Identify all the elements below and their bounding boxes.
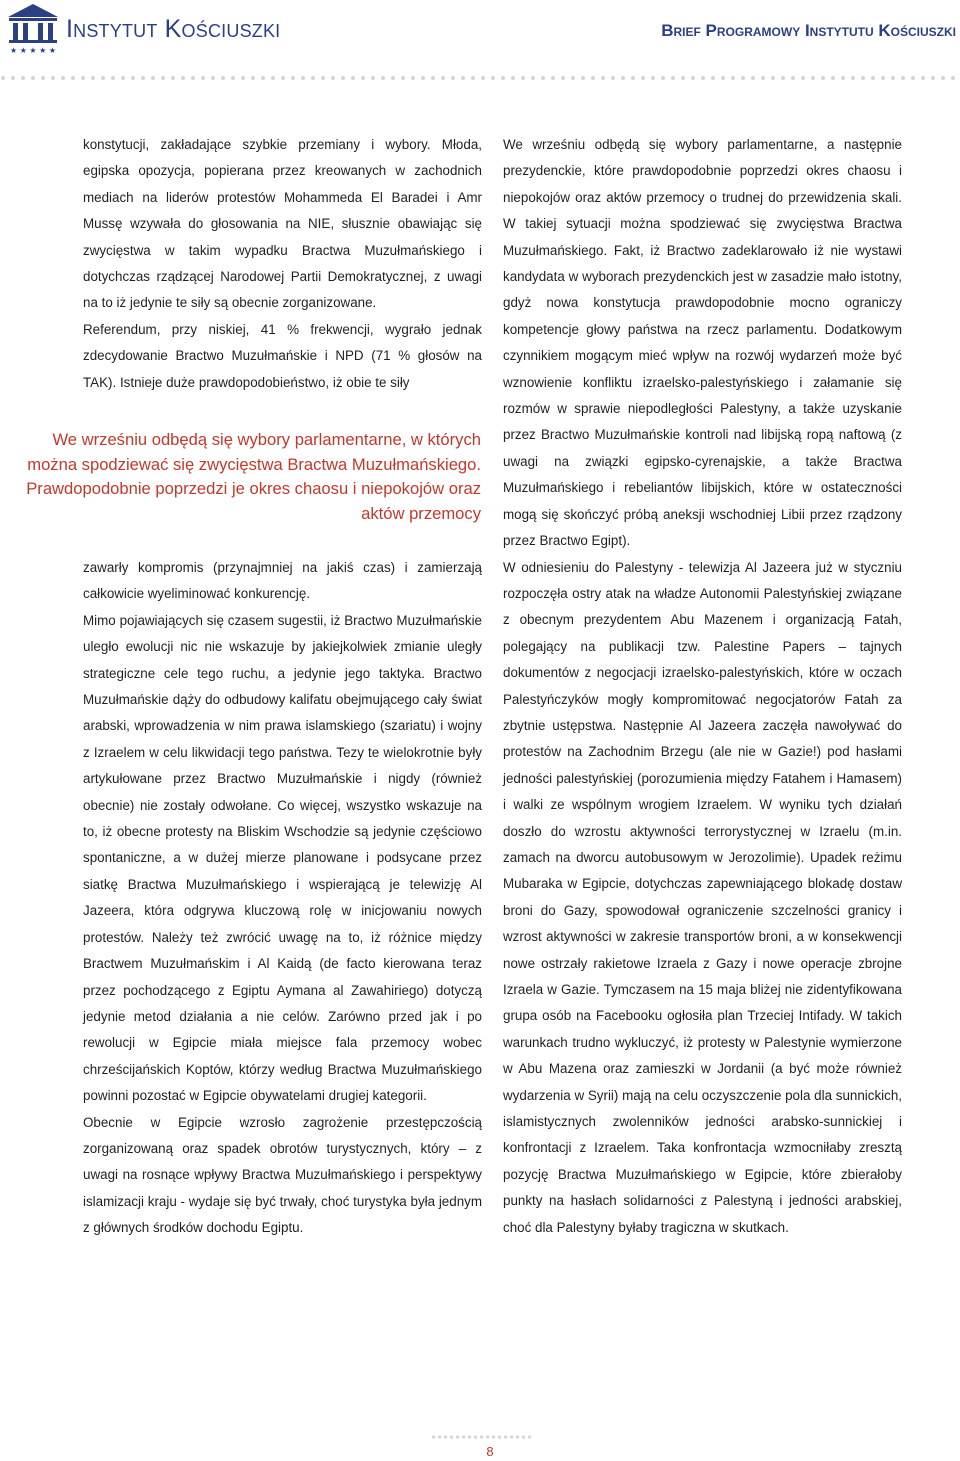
divider-dot — [61, 76, 65, 80]
divider-dot — [711, 76, 715, 80]
divider-dot — [771, 76, 775, 80]
divider-dot — [261, 76, 265, 80]
footer-dotted-divider — [431, 1434, 531, 1440]
divider-dot — [631, 76, 635, 80]
divider-dot — [161, 76, 165, 80]
divider-dot — [498, 1435, 501, 1438]
paragraph: W odniesieniu do Palestyny - telewizja Al Jazeera już w styczniu rozpoczęła ostry atak na władze Autonomii Palestyńskiej związane z obecnym prezydentem Abu Mazenem i organizacją Fatah, polegający na publikacji tzw. Palestine Papers – tajnych dokumentów z negocjacji izraelsko-palestyńskich, które w oczach Palestyńczyków mogły kompromitować negocjatorów Fatah za zbytnie ustępstwa. Następnie Al Jazeera zaczęła nawoływać do protestów na Zachodnim Brzegu (ale nie w Gazie!) pod hasłami jedności palestyńskiej (porozumienia między Fatahem i Hamasem) i walki ze wspólnym wrogiem Izraelem. W wyniku tych działań doszło do wzrostu aktywności terrorystycznej w Izraelu (m.in. zamach na dworcu autobusowym w Jerozolimie). Upadek reżimu Mubaraka w Egipcie, dotychczas zapewniającego blokadę dostaw broni do Gazy, spowodował ograniczenie szczelności granicy i wzrost aktywności w zakresie transportów broni, a w konsekwencji nowe ostrzały rakietowe Izraela z Gazy i nowe operacje zbrojne Izraela w Gazie. Tymczasem na 15 maja bliżej nie zidentyfikowana grupa osób na Facebooku ogłosiła plan Trzeciej Intifady. W takich warunkach trudno wykluczyć, iż protesty w Palestynie wymierzone w Abu Mazena oraz zamieszki w Jordanii (a być może również wydarzenia w Syrii) mają na celu oczyszczenie pola dla sunnickich, islamistycznych zwolenników jedności arabsko-sunnickiej i konfrontacji z Izraelem. Taka konfrontacja wzmocniłaby zresztą pozycję Bractwa Muzułmańskiego w Egipcie, które zbierałoby punkty na hasłach solidarności z Palestyną i jedności arabskiej, choć dla Palestyny byłaby tragiczna w skutkach. — [503, 559, 902, 1235]
divider-dot — [444, 1435, 447, 1438]
brief-title: Brief Programowy Instytutu Kościuszki — [661, 21, 956, 40]
divider-dot — [121, 76, 125, 80]
divider-dot — [211, 76, 215, 80]
divider-dot — [561, 76, 565, 80]
divider-dot — [881, 76, 885, 80]
divider-dot — [321, 76, 325, 80]
divider-dot — [461, 76, 465, 80]
pull-quote-text: We wrześniu odbędą się wybory parlamentarne, w których można spodziewać się zwycięstwa Bractwa Muzułmańskiego. Prawdopodobnie poprzedzi je okres chaosu i niepokojów oraz aktów przemocy — [26, 430, 481, 523]
divider-dot — [131, 76, 135, 80]
divider-dot — [171, 76, 175, 80]
divider-dot — [504, 1435, 507, 1438]
divider-dot — [521, 76, 525, 80]
left-column-bottom — [83, 555, 482, 1242]
page-number: 8 — [486, 1444, 494, 1459]
divider-dot — [621, 76, 625, 80]
divider-dot — [391, 76, 395, 80]
paragraph: We wrześniu odbędą się wybory parlamentarne, a następnie prezydenckie, które prawdopodobnie poprzedzi okres chaosu i niepokojów oraz aktów przemocy o trudnej do przewidzenia skali. W takiej sytuacji można spodziewać się zwycięstwa Bractwa Muzułmańskiego. Fakt, iż Bractwo zadeklarowało iż nie wystawi kandydata w wyborach prezydenckich jest w zasadzie mało istotny, gdyż nowa konstytucja prawdopodobnie mocno ograniczy kompetencje głowy państwa na rzecz parlamentu. Dodatkowym czynnikiem mogącym mieć wpływ na rozwój wydarzeń może być wznowienie konfliktu izraelsko-palestyńskiego i załamanie się rozmów w sprawie niepodległości Palestyny, a także uzyskanie przez Bractwo Muzułmańskie kontroli nad libijską ropą naftową (z uwagi na związki egipsko-cyrenajskie, a także Bractwa Muzułmańskiego i rebeliantów libijskich, które w ostateczności mogą się skończyć próbą aneksji wschodniej Libii przez rządzony przez Bractwo Egipt). — [503, 137, 902, 549]
divider-dot — [101, 76, 105, 80]
divider-dot — [271, 76, 275, 80]
divider-dot — [441, 76, 445, 80]
institute-logo-icon — [4, 2, 62, 54]
divider-dot — [486, 1435, 489, 1438]
divider-dot — [761, 76, 765, 80]
divider-dot — [661, 76, 665, 80]
divider-dot — [821, 76, 825, 80]
divider-dot — [510, 1435, 513, 1438]
divider-dot — [71, 76, 75, 80]
divider-dot — [801, 76, 805, 80]
divider-dot — [432, 1435, 435, 1438]
divider-dot — [741, 76, 745, 80]
divider-dot — [451, 76, 455, 80]
divider-dot — [341, 76, 345, 80]
divider-dot — [231, 76, 235, 80]
divider-dot — [681, 76, 685, 80]
divider-dot — [431, 76, 435, 80]
divider-dot — [181, 76, 185, 80]
divider-dot — [11, 76, 15, 80]
divider-dot — [91, 76, 95, 80]
divider-dot — [591, 76, 595, 80]
divider-dot — [671, 76, 675, 80]
divider-dot — [751, 76, 755, 80]
divider-dot — [571, 76, 575, 80]
divider-dot — [462, 1435, 465, 1438]
page-header — [0, 0, 960, 76]
divider-dot — [528, 1435, 531, 1438]
divider-dot — [931, 76, 935, 80]
svg-text:★ ★ ★ ★ ★: ★ ★ ★ ★ ★ — [9, 46, 57, 54]
divider-dot — [781, 76, 785, 80]
divider-dot — [491, 76, 495, 80]
pull-quote — [22, 428, 481, 526]
divider-dot — [522, 1435, 525, 1438]
divider-dot — [891, 76, 895, 80]
divider-dot — [81, 76, 85, 80]
divider-dot — [471, 76, 475, 80]
divider-dot — [861, 76, 865, 80]
divider-dot — [361, 76, 365, 80]
divider-dot — [581, 76, 585, 80]
divider-dot — [311, 76, 315, 80]
divider-dot — [474, 1435, 477, 1438]
divider-dot — [951, 76, 955, 80]
divider-dot — [468, 1435, 471, 1438]
divider-dot — [731, 76, 735, 80]
paragraph: konstytucji, zakładające szybkie przemiany i wybory. Młoda, egipska opozycja, popierana przez kreowanych w zachodnich mediach na liderów protestów Mohammeda El Baradei i Amr Mussę wzywała do głosowania na NIE, słusznie obawiając się zwycięstwa w takim wypadku Bractwa Muzułmańskiego i dotychczas rządzącej Narodowej Partii Demokratycznej, z uwagi na to iż jedynie te siły są obecnie zorganizowane. — [83, 137, 482, 311]
divider-dot — [41, 76, 45, 80]
divider-dot — [941, 76, 945, 80]
divider-dot — [251, 76, 255, 80]
divider-dot — [191, 76, 195, 80]
divider-dot — [201, 76, 205, 80]
paragraph: zawarły kompromis (przynajmniej na jakiś czas) i zamierzają całkowicie wyeliminować konkurencję. — [83, 560, 482, 602]
divider-dot — [831, 76, 835, 80]
divider-dot — [791, 76, 795, 80]
divider-dot — [721, 76, 725, 80]
divider-dot — [841, 76, 845, 80]
divider-dot — [480, 1435, 483, 1438]
divider-dot — [371, 76, 375, 80]
divider-dot — [351, 76, 355, 80]
divider-dot — [551, 76, 555, 80]
divider-dot — [541, 76, 545, 80]
divider-dot — [21, 76, 25, 80]
divider-dot — [851, 76, 855, 80]
divider-dot — [411, 76, 415, 80]
divider-dot — [911, 76, 915, 80]
divider-dot — [492, 1435, 495, 1438]
divider-dot — [691, 76, 695, 80]
divider-dot — [611, 76, 615, 80]
divider-dot — [511, 76, 515, 80]
paragraph: Obecnie w Egipcie wzrosło zagrożenie przestępczością zorganizowaną oraz spadek obrotów turystycznych, który – z uwagi na rosnące wpływy Bractwa Muzułmańskiego i perspektywy islamizacji kraju - wydaje się być trwały, choć turystyka była jednym z głównych środków dochodu Egiptu. — [83, 1114, 482, 1236]
divider-dot — [651, 76, 655, 80]
divider-dot — [291, 76, 295, 80]
divider-dot — [1, 76, 5, 80]
divider-dot — [421, 76, 425, 80]
divider-dot — [450, 1435, 453, 1438]
left-column-top — [83, 132, 482, 396]
divider-dot — [31, 76, 35, 80]
divider-dot — [111, 76, 115, 80]
divider-dot — [516, 1435, 519, 1438]
dotted-divider — [0, 75, 960, 81]
divider-dot — [241, 76, 245, 80]
divider-dot — [221, 76, 225, 80]
divider-dot — [921, 76, 925, 80]
divider-dot — [438, 1435, 441, 1438]
divider-dot — [381, 76, 385, 80]
divider-dot — [531, 76, 535, 80]
divider-dot — [456, 1435, 459, 1438]
paragraph: Referendum, przy niskiej, 41 % frekwencji, wygrało jednak zdecydowanie Bractwo Muzułmańskie i NPD (71 % głosów na TAK). Istnieje duże prawdopodobieństwo, iż obie te siły — [83, 321, 482, 390]
divider-dot — [51, 76, 55, 80]
divider-dot — [701, 76, 705, 80]
divider-dot — [481, 76, 485, 80]
divider-dot — [151, 76, 155, 80]
divider-dot — [281, 76, 285, 80]
brand-name: Instytut Kościuszki — [66, 15, 281, 43]
right-column — [503, 132, 902, 1241]
divider-dot — [811, 76, 815, 80]
divider-dot — [871, 76, 875, 80]
paragraph: Mimo pojawiających się czasem sugestii, iż Bractwo Muzułmańskie uległo ewolucji nic nie wskazuje by jakiejkolwiek zmianie uległy strategiczne cele tego ruchu, a jedynie jego taktyka. Bractwo Muzułmańskie dąży do odbudowy kalifatu obejmującego cały świat arabski, wprowadzenia w nim prawa islamskiego (szariatu) i wojny z Izraelem w celu likwidacji tego państwa. Tezy te wielokrotnie były artykułowane przez Bractwo Muzułmańskie i nigdy (również obecnie) nie zostały odwołane. Co więcej, wszystko wskazuje na to, iż obecne protesty na Bliskim Wschodzie są jedynie częściowo spontaniczne, a w dużej mierze planowane i podsycane przez siatkę Bractwa Muzułmańskiego i wspierającą je telewizję Al Jazeera, która odgrywa kluczową rolę w inicjowaniu nowych protestów. Należy też zwrócić uwagę na to, iż różnice między Bractwem Muzułmańskim i Al Kaidą (de facto kierowana teraz przez pochodzącego z Egiptu Aymana al Zawahiriego) dotyczą jedynie metod działania a nie celów. Zarówno przed jak i po rewolucji w Egipcie miała miejsce fala przemocy wobec chrześcijańskich Koptów, którzy według Bractwa Muzułmańskiego powinni pozostać w Egipcie obywatelami drugiej kategorii. — [83, 612, 482, 1104]
divider-dot — [301, 76, 305, 80]
divider-dot — [641, 76, 645, 80]
divider-dot — [601, 76, 605, 80]
divider-dot — [501, 76, 505, 80]
divider-dot — [331, 76, 335, 80]
divider-dot — [141, 76, 145, 80]
divider-dot — [901, 76, 905, 80]
divider-dot — [401, 76, 405, 80]
